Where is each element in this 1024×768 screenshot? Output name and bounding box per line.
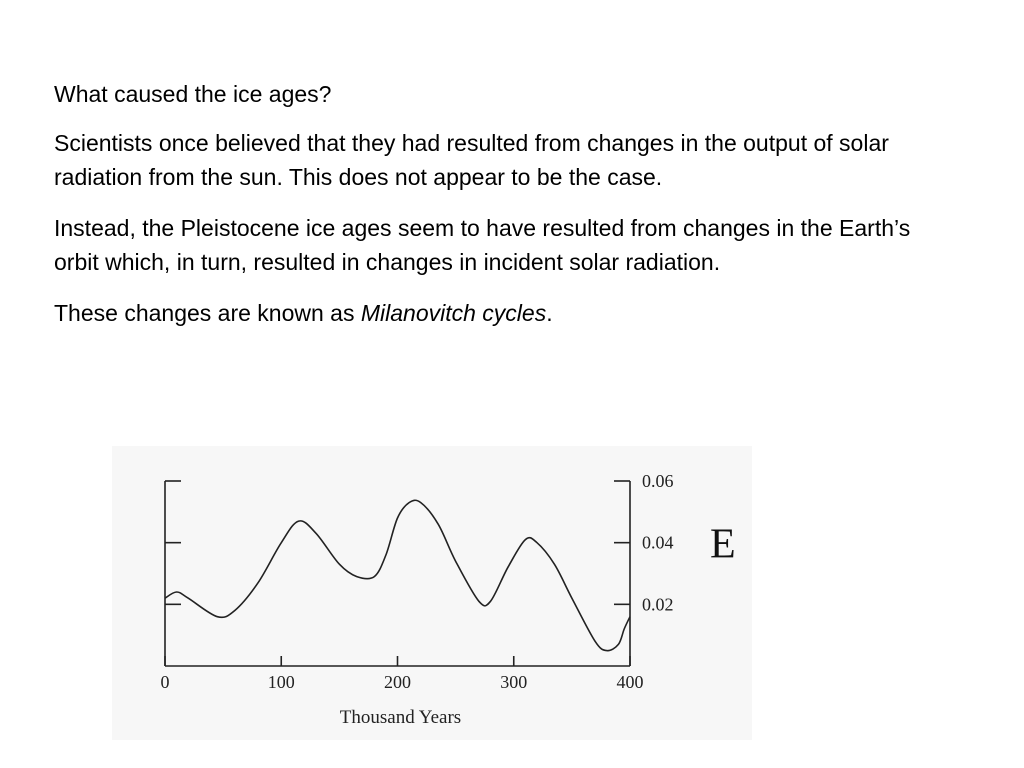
y-tick-label: 0.06 <box>642 471 674 491</box>
slide-heading: What caused the ice ages? <box>54 81 332 107</box>
slide-text <box>54 77 954 347</box>
eccentricity-chart <box>112 446 752 740</box>
x-tick-label: 400 <box>616 672 644 692</box>
closing-suffix: . <box>546 300 553 326</box>
paragraph-orbit-theory: Instead, the Pleistocene ice ages seem to have resulted from changes in the Earth’s orbit which, in turn, resulted in changes in incident solar radiation. <box>54 215 911 275</box>
closing-prefix: These changes are known as <box>54 300 361 326</box>
y-axis-title: E <box>710 521 736 568</box>
x-tick-label: 300 <box>500 672 528 692</box>
paragraph-solar-theory: Scientists once believed that they had resulted from changes in the output of solar radiation from the sun. This does not appear to be the case. <box>54 130 889 190</box>
eccentricity-figure <box>112 446 752 740</box>
x-tick-label: 100 <box>267 672 295 692</box>
y-tick-label: 0.02 <box>642 594 674 615</box>
x-tick-label: 0 <box>160 672 170 692</box>
y-tick-label: 0.04 <box>642 532 674 553</box>
x-tick-label: 200 <box>384 672 411 692</box>
milanovitch-term: Milanovitch cycles <box>360 300 547 326</box>
x-axis-title: Thousand Years <box>339 707 462 728</box>
paragraph-milankovitch <box>54 296 954 330</box>
